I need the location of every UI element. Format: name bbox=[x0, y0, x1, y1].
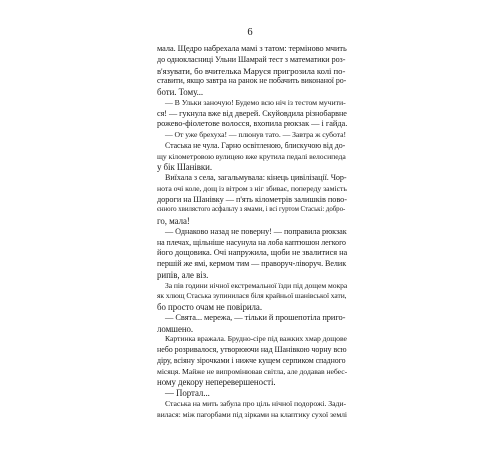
text-line: ному декору неперевершеності. bbox=[157, 377, 276, 388]
text-line: до однокласниці Ульни Шамрай тест з математики роз- bbox=[157, 54, 346, 64]
text-line: Стаська не чула. Гарно освітленою, блискучою від до- bbox=[165, 140, 346, 150]
text-line: його дощовика. Очі напружила, щоби не звалитися на bbox=[157, 248, 348, 258]
text-line: — В Ульки заночую! Будемо всю ніч із тестом мучити- bbox=[165, 97, 346, 107]
text-line: Стаська на мить забула про ціль нічної подорожі. Зади- bbox=[165, 398, 347, 408]
text-line: місяця. Майже не випромінював світла, але додавав небес- bbox=[157, 366, 348, 376]
text-line: вилася: між пагорбами під зірками на клаптику сухої землі bbox=[157, 409, 348, 419]
text-line: ставити, якщо завтра на ранок не побачить виконаної ро- bbox=[157, 76, 347, 86]
text-line: єнного хвилястого асфальту з ямами, і всі гуртом Стаські: добро- bbox=[157, 206, 346, 214]
text-line: рипів, але віз. bbox=[157, 269, 209, 280]
text-line: діру, всіяну зірочками і нижче кущем серпиком спадного bbox=[157, 355, 346, 365]
text-line: бо просто очам не повірила. bbox=[157, 302, 262, 312]
text-line: рожево-фіолетове волосся, вхопила рюкзак — і гайда. bbox=[157, 119, 348, 129]
text-line: нота очі коле, дощ із вітром з ніг збиває, попереду замість bbox=[157, 183, 347, 193]
text-line: — Однаково назад не поверну! — поправила рюкзак bbox=[165, 226, 347, 236]
page-number: 6 bbox=[247, 27, 253, 38]
text-line: на плечах, щільніше насунула на лоба каптюшон легкого bbox=[157, 237, 346, 247]
text-line: — Портал... bbox=[165, 388, 210, 398]
text-line: За пів години нічної екстремальної їзди під дощем мокра bbox=[165, 280, 348, 290]
text-line: небо розривалося, утворюючи над Шанівкою чорну всю bbox=[157, 345, 347, 354]
text-line: в'язувати, бо вчителька Маруся пригрозила колі по- bbox=[157, 65, 346, 76]
text-line: ся! — гукнула вже від дверей. Скуйовдила різнобарвне bbox=[157, 108, 347, 118]
text-line: першій же ямі, кермом тим — праворуч-ліворуч. Велик bbox=[157, 259, 347, 268]
text-line: — От уже брехуха! — плюнув тато. — Завтра ж субота! bbox=[165, 130, 347, 139]
text-line: — Свята... мережа, — тільки й прошепотіла приго- bbox=[165, 312, 346, 322]
text-line: у бік Шанівки. bbox=[157, 162, 213, 173]
text-line: боти. Тому... bbox=[157, 87, 204, 97]
body-text bbox=[157, 44, 347, 420]
text-line: ломшено. bbox=[157, 323, 194, 334]
text-line: дороги на Шанівку — п'ять кілометрів залишків пово- bbox=[157, 194, 347, 204]
text-line: Картинка вражала. Брудно-сіре під важких хмар дощове bbox=[165, 334, 347, 344]
text-line: щу кілометровою вулицею вже крутила педалі велосипеда bbox=[157, 151, 346, 161]
text-line: Виїхала з села, загальмувала: кінець цивілізації. Чор- bbox=[165, 173, 347, 182]
text-line: го, мала! bbox=[157, 216, 190, 226]
text-line: мала. Щедро набрехала мамі з татом: терміново мчить bbox=[157, 44, 347, 53]
text-line: як хлющ Стаська зупинилася біля крайньої шанівської хати, bbox=[157, 291, 347, 301]
